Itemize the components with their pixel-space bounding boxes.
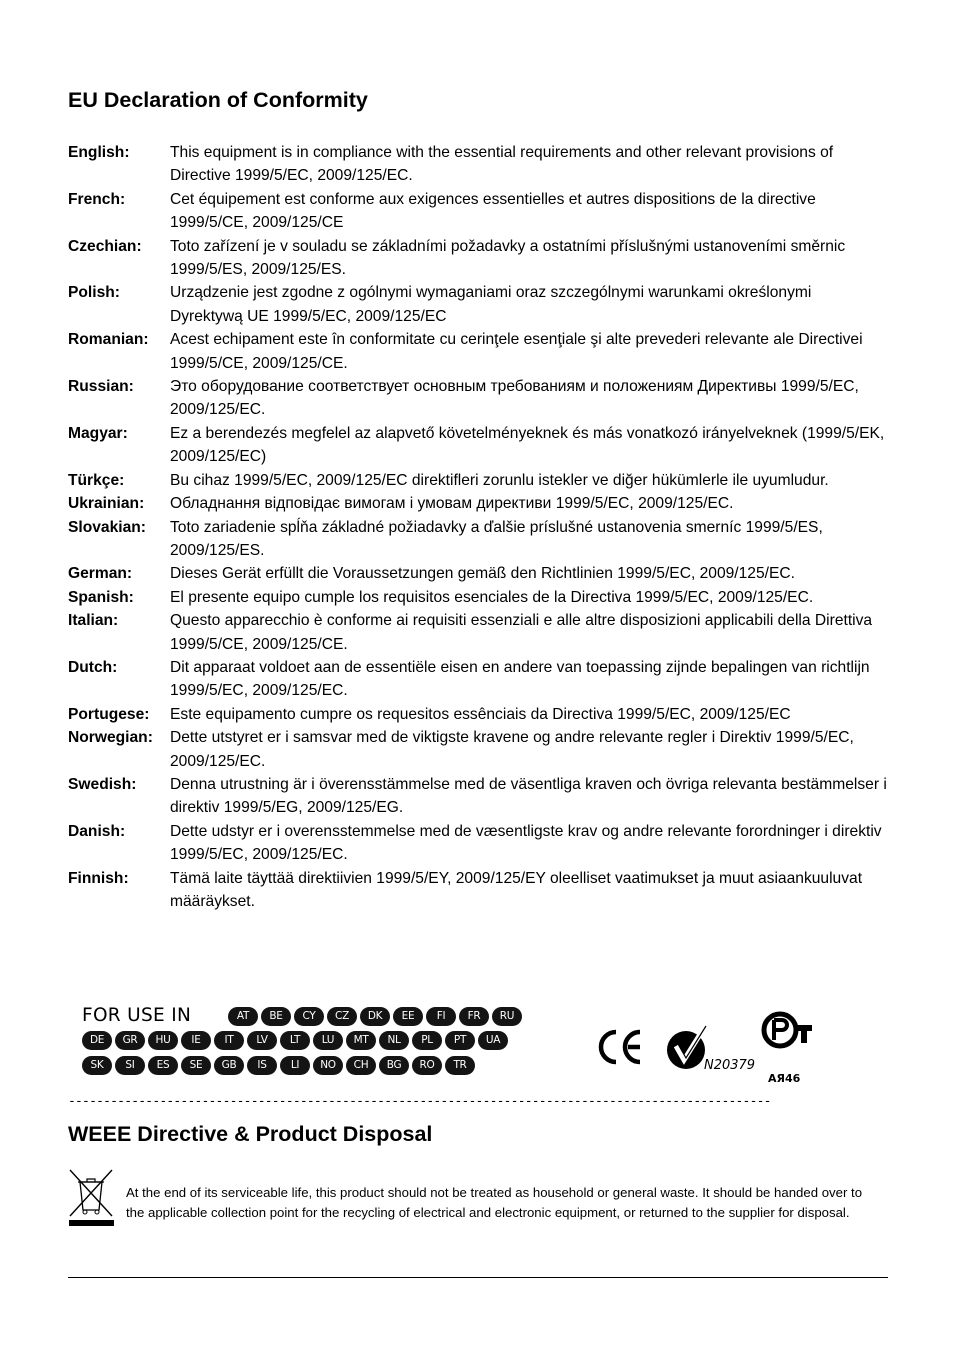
- section-separator: ----------------------------------------------------------------------------------------------------: [68, 1094, 771, 1109]
- declaration-text: Tämä laite täyttää direktiivien 1999/5/EY, 2009/125/EY oleelliset vaatimukset ja muut asiaankuuluvat määräykset.: [170, 869, 863, 910]
- declaration-text: Este equipamento cumpre os requesitos essênciais da Directiva 1999/5/EC, 2009/125/EC: [170, 705, 791, 723]
- declaration-language: Magyar:: [68, 424, 128, 442]
- declaration-text: Toto zariadenie spĺňa základné požiadavky a ďalšie príslušné ustanovenia smerníc 1999/5/ES, 2009/125/ES.: [170, 518, 823, 559]
- country-badge: EE: [393, 1007, 423, 1026]
- country-badge: FI: [426, 1007, 456, 1026]
- country-badge-row: [228, 1007, 522, 1026]
- declaration-text: Dit apparaat voldoet aan de essentiële eisen en andere van toepassing zijnde bepalingen van richtlijn 1999/5/EC, 2009/125/EC.: [170, 658, 870, 700]
- country-badge: SI: [115, 1056, 145, 1075]
- declaration-language: French:: [68, 190, 126, 208]
- declaration-row: [68, 469, 888, 492]
- country-badge: SE: [181, 1056, 211, 1075]
- declaration-row: [68, 235, 888, 282]
- eu-declaration-title: EU Declaration of Conformity: [68, 88, 368, 112]
- country-badge: HU: [148, 1031, 178, 1050]
- declaration-language: Portugese:: [68, 705, 150, 723]
- declaration-row: [68, 562, 888, 585]
- country-badge: CZ: [327, 1007, 357, 1026]
- declaration-row: [68, 375, 888, 422]
- declaration-language: Dutch:: [68, 658, 118, 676]
- declaration-row: [68, 328, 888, 375]
- declaration-text: Urządzenie jest zgodne z ogólnymi wymaganiami oraz szczególnymi warunkami określonymi Dyrektywą UE 1999/5/EC, 2009/125/EC: [170, 284, 812, 325]
- country-badge: RU: [492, 1007, 522, 1026]
- country-badge: FR: [459, 1007, 489, 1026]
- country-badge: RO: [412, 1056, 442, 1075]
- country-badge: DK: [360, 1007, 390, 1026]
- country-badge-row: [82, 1031, 508, 1050]
- country-badge: SK: [82, 1056, 112, 1075]
- declaration-language: Czechian:: [68, 237, 142, 255]
- declaration-text: Dette utstyret er i samsvar med de viktigste kravene og andre relevante regler i Direktiv 1999/5/EC, 2009/125/EC.: [170, 729, 854, 770]
- declaration-text: Denna utrustning är i överensstämmelse med de väsentliga kraven och övriga relevanta bestämmelser i direktiv 1999/5/EG, 2009/125/EG.: [170, 775, 887, 817]
- country-badge: DE: [82, 1031, 112, 1050]
- declaration-text: Bu cihaz 1999/5/EC, 2009/125/EC direktifleri zorunlu istekler ve diğer hükümlerle ile uyumludur.: [170, 471, 829, 489]
- declaration-language: German:: [68, 565, 133, 583]
- weee-title: WEEE Directive & Product Disposal: [68, 1122, 433, 1146]
- declaration-language: Danish:: [68, 822, 126, 840]
- country-badge: IS: [247, 1056, 277, 1075]
- declaration-language: Italian:: [68, 612, 119, 630]
- declaration-language: Slovakian:: [68, 518, 146, 536]
- declaration-text: This equipment is in compliance with the essential requirements and other relevant provisions of Directive 1999/5/EC, 2009/125/EC.: [170, 144, 834, 185]
- country-badge: ES: [148, 1056, 178, 1075]
- declaration-row: [68, 773, 888, 820]
- declaration-row: [68, 281, 888, 328]
- weee-crossed-bin-icon: [68, 1168, 114, 1228]
- country-badge: LU: [313, 1031, 343, 1050]
- country-badge: AT: [228, 1007, 258, 1026]
- declaration-text: Ez a berendezés megfelel az alapvető követelményeknek és más vonatkozó irányelveknek (1999/5/EK, 2009/125/EC): [170, 424, 885, 466]
- declaration-language: English:: [68, 144, 130, 161]
- country-badge: LI: [280, 1056, 310, 1075]
- declaration-language: Ukrainian:: [68, 495, 145, 513]
- declaration-language: Spanish:: [68, 588, 134, 606]
- declaration-text: Toto zařízení je v souladu se základními požadavky a ostatními příslušnými ustanoveními směrnic 1999/5/ES, 2009/125/ES.: [170, 237, 846, 279]
- declaration-row: [68, 586, 888, 609]
- ce-mark-icon: [596, 1024, 646, 1070]
- declaration-text: Cet équipement est conforme aux exigences essentielles et autres dispositions de la directive 1999/5/CE, 2009/125/CE: [170, 190, 816, 232]
- country-badge: UA: [478, 1031, 508, 1050]
- footer-rule: [68, 1277, 888, 1278]
- declaration-text: Обладнання відповідає вимогам і умовам директиви 1999/5/ЕС, 2009/125/EC.: [170, 495, 734, 513]
- declaration-row: [68, 188, 888, 235]
- declaration-text: Acest echipament este în conformitate cu cerinţele esenţiale şi alte prevederi relevante ale Directivei 1999/5/CE, 2009/125/CE.: [170, 331, 863, 372]
- c-tick-number: N20379: [704, 1058, 756, 1073]
- declaration-row: [68, 516, 888, 563]
- declaration-text: Dieses Gerät erfüllt die Voraussetzungen gemäß den Richtlinien 1999/5/EC, 2009/125/EC.: [170, 565, 795, 583]
- gost-r-icon: [760, 1008, 816, 1054]
- country-badge: MT: [346, 1031, 376, 1050]
- declaration-row: [68, 703, 888, 726]
- country-badge: LT: [280, 1031, 310, 1050]
- declaration-language: Türkçe:: [68, 471, 125, 489]
- declaration-row: [68, 726, 888, 773]
- declaration-row: [68, 820, 888, 867]
- certification-marks: [596, 1020, 826, 1090]
- country-badge: NL: [379, 1031, 409, 1050]
- country-badge: PT: [445, 1031, 475, 1050]
- declaration-row: [68, 422, 888, 469]
- declaration-row: [68, 656, 888, 703]
- declaration-language: Romanian:: [68, 331, 149, 349]
- declaration-text: Questo apparecchio è conforme ai requisiti essenziali e alle altre disposizioni applicabili della Direttiva 1999/5/CE, 2009/125/CE.: [170, 612, 873, 653]
- country-badge: BE: [261, 1007, 291, 1026]
- declaration-language: Finnish:: [68, 869, 129, 887]
- country-badge: NO: [313, 1056, 343, 1075]
- declaration-language: Norwegian:: [68, 729, 153, 747]
- declaration-text: El presente equipo cumple los requisitos esenciales de la Directiva 1999/5/EC, 2009/125/EC.: [170, 588, 814, 606]
- declaration-row: [68, 609, 888, 656]
- country-badge: IT: [214, 1031, 244, 1050]
- gost-code: АЯ46: [768, 1072, 801, 1085]
- country-badge: TR: [445, 1056, 475, 1075]
- declaration-text: Dette udstyr er i overensstemmelse med de væsentligste krav og andre relevante forordninger i direktiv 1999/5/EC, 2009/125/EC.: [170, 822, 882, 864]
- country-badge: CH: [346, 1056, 376, 1075]
- declaration-language: Swedish:: [68, 775, 137, 793]
- country-badge: GR: [115, 1031, 145, 1050]
- country-badge: IE: [181, 1031, 211, 1050]
- declaration-row: [68, 867, 888, 914]
- declaration-language: Polish:: [68, 284, 120, 302]
- country-badge: LV: [247, 1031, 277, 1050]
- country-badge: CY: [294, 1007, 324, 1026]
- country-badge-row: [82, 1056, 475, 1075]
- declaration-row: [68, 492, 888, 515]
- declaration-language: Russian:: [68, 378, 134, 396]
- country-badge: BG: [379, 1056, 409, 1075]
- weee-disposal-text: At the end of its serviceable life, this product should not be treated as household or general waste. It should be handed over to the applicable collection point for the recycling of electrical and electronic equipment, or returned to the supplier for disposal.: [126, 1185, 863, 1220]
- declaration-text: Это оборудование соответствует основным требованиям и положениям Директивы 1999/5/EC, 2009/125/EC.: [170, 378, 859, 419]
- country-badge: GB: [214, 1056, 244, 1075]
- declaration-row: [68, 141, 888, 188]
- declaration-table: [68, 141, 888, 913]
- country-badge: PL: [412, 1031, 442, 1050]
- for-use-in-label: FOR USE IN: [82, 1005, 192, 1026]
